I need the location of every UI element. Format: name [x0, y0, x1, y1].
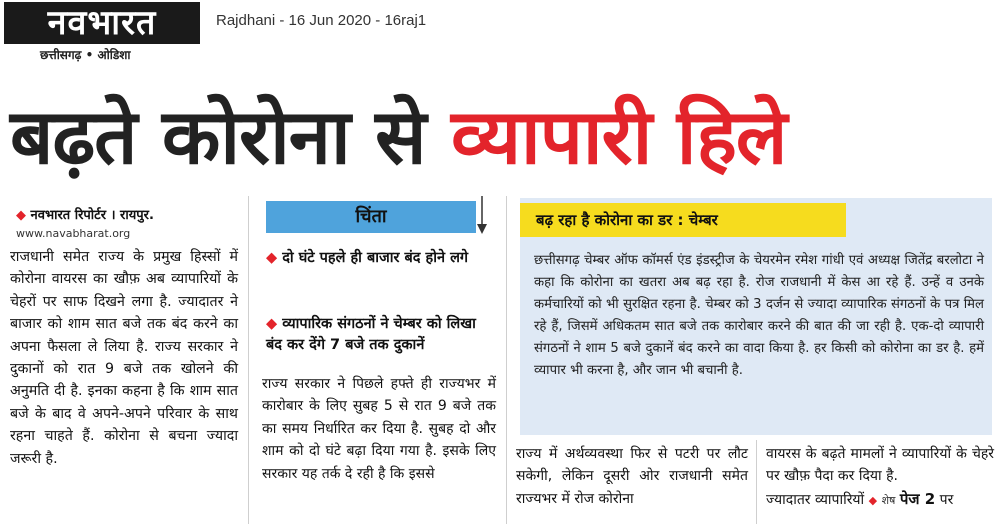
headline-part-red: व्यापारी हिले	[450, 92, 787, 181]
bullet-1-text: दो घंटे पहले ही बाजार बंद होने लगे	[282, 250, 469, 266]
website-link[interactable]: www.navabharat.org	[16, 227, 131, 240]
bullet-point-1	[266, 248, 496, 269]
continued-par: पर	[939, 492, 954, 508]
column-2-body: राज्य सरकार ने पिछले हफ्ते ही राज्यभर में कारोबार के लिए सुबह 5 से रात 9 बजे तक का समय निर्धारित कर दिया है. सुबह दो और शाम को दो घंटे बढ़ा दिया गया है. इसके लिए सरकार यह तर्क दे रही है कि इससे	[262, 376, 496, 482]
chamber-box-title: बढ़ रहा है कोरोना का डर : चेम्बर	[536, 211, 718, 229]
down-arrow-icon	[476, 196, 488, 236]
edition-info: Rajdhani - 16 Jun 2020 - 16raj1	[216, 12, 427, 29]
bullet-2-text: व्यापारिक संगठनों ने चेम्बर को लिखा बंद कर देंगे 7 बजे तक दुकानें	[266, 316, 476, 353]
continued-shesh: शेष	[881, 494, 896, 507]
column-3-body: राज्य में अर्थव्यवस्था फिर से पटरी पर लौट सकेगी, लेकिन दूसरी ओर राजधानी समेत राज्यभर में रोज कोरोना	[516, 446, 748, 507]
column-1-body: राजधानी समेत राज्य के प्रमुख हिस्सों में कोरोना वायरस का खौफ़ अब व्यापारियों के चेहरों पर साफ दिखने लगा है. ज्यादातर ने बाजार को शाम सात बजे तक बंद करने का अपना फैसला ले लिया है. राज्य सरकार ने दुकानों को रात 9 बजे तक खोलने की अनुमति दी है. इनका कहना है कि शाम सात बजे के बाद वे अपने-अपने परिवार के साथ रहना चाहते हैं. कोरोना से बचना ज्यादा जरूरी है.	[10, 249, 238, 467]
byline-text: नवभारत रिपोर्टर । रायपुर.	[30, 208, 154, 223]
column-divider	[248, 196, 249, 524]
diamond-icon: ◆	[868, 494, 878, 507]
column-divider	[506, 196, 507, 524]
logo-subtitle: छत्तीसगढ़ • ओडिशा	[40, 48, 131, 62]
diamond-icon: ◆	[266, 316, 278, 332]
section-tag: चिंता	[266, 201, 476, 233]
main-headline	[10, 82, 1000, 192]
continued-page-link[interactable]: पेज 2	[899, 490, 936, 508]
newspaper-logo: नवभारत	[4, 2, 200, 44]
headline-part-black: बढ़ते कोरोना से	[10, 92, 451, 181]
diamond-icon: ◆	[266, 250, 278, 266]
continued-line	[766, 488, 996, 512]
byline	[16, 205, 154, 223]
chamber-box-body: छत्तीसगढ़ चेम्बर ऑफ कॉमर्स एंड इंडस्ट्रीज के चेयरमेन रमेश गांधी एवं अध्यक्ष जितेंद्र बरलोटा ने कहा कि कोरोना का खतरा अब बढ़ रहा है. रोज राजधानी में केस आ रहे हैं. उन्हें व उनके कर्मचारियों को भी सुरक्षित रहना है. चेम्बर को 3 दर्जन से ज्यादा व्यापारिक संगठनों के पत्र मिल रहे हैं, जिसमें अधिकतम सात बजे तक कारोबार करने की बात की जा रही है. एक-दो व्यापारी संगठनों ने शाम 5 बजे दुकानें बंद करने का वादा किया है. हर किसी को कोरोना का डर है. हमें व्यापार भी करना है, और जान भी बचानी है.	[534, 253, 984, 379]
diamond-icon: ◆	[16, 208, 26, 223]
column-divider	[756, 440, 757, 524]
column-4-body: वायरस के बढ़ते मामलों ने व्यापारियों के चेहरे पर खौफ़ पैदा कर दिया है.	[766, 446, 994, 485]
continued-lead-text: ज्यादातर व्यापारियों	[766, 492, 865, 508]
bullet-point-2	[266, 314, 496, 356]
